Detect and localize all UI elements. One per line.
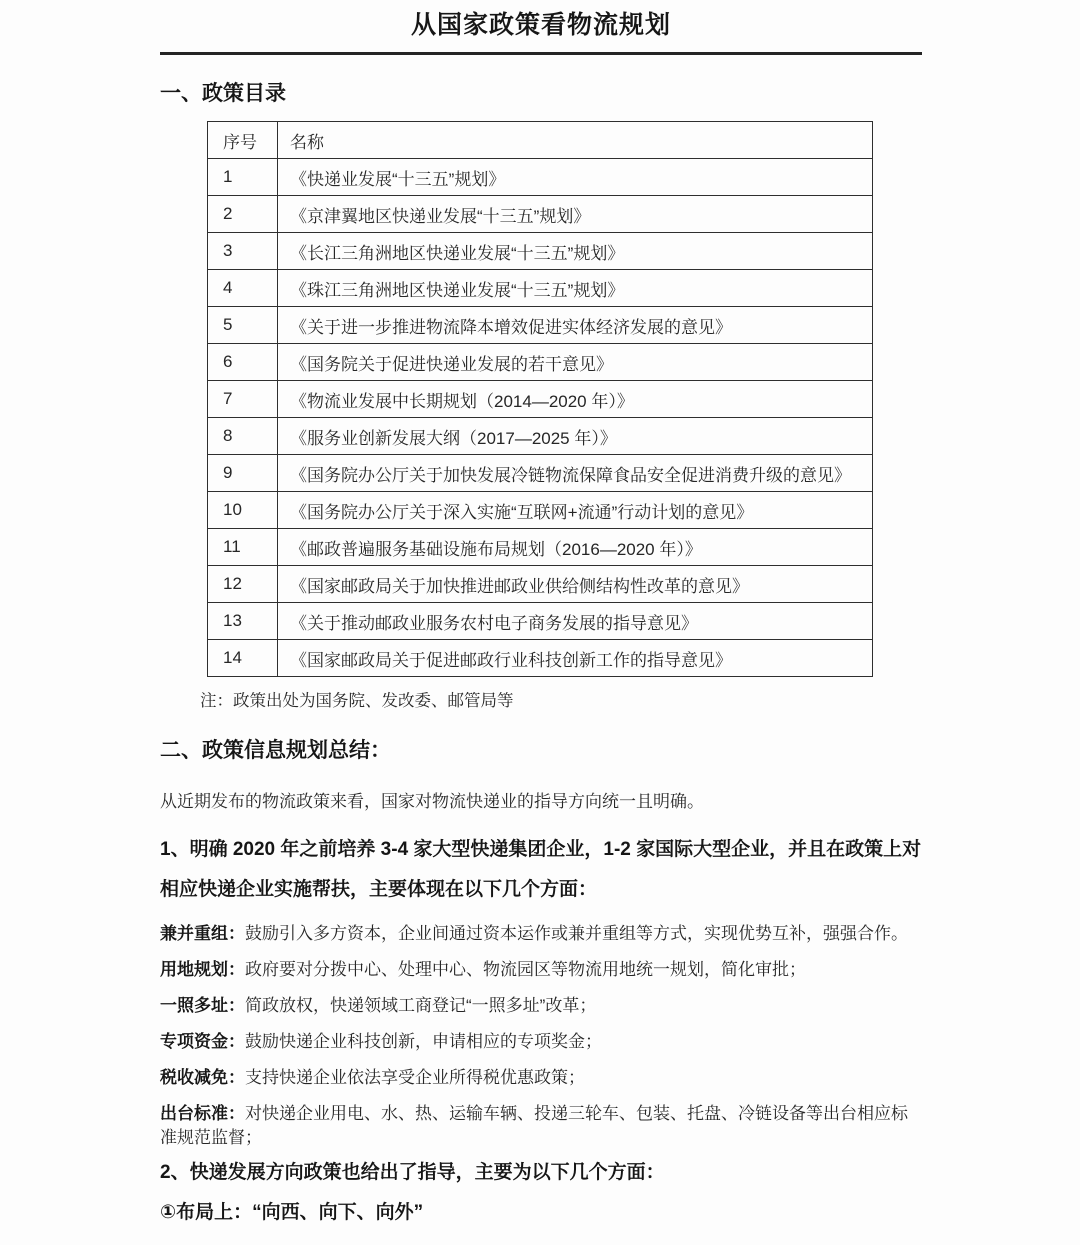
support-term: 一照多址：: [160, 996, 245, 1015]
policy-name: 《快递业发展“十三五”规划》: [278, 159, 873, 196]
table-row: [208, 270, 873, 307]
row-number: 5: [208, 307, 278, 344]
policy-name: 《国务院关于促进快递业发展的若干意见》: [278, 344, 873, 381]
row-number: 13: [208, 603, 278, 640]
support-desc: 政府要对分拨中心、处理中心、物流园区等物流用地统一规划，简化审批；: [245, 960, 806, 979]
policy-name: 《国务院办公厅关于深入实施“互联网+流通”行动计划的意见》: [278, 492, 873, 529]
support-desc: 鼓励引入多方资本，企业间通过资本运作或兼并重组等方式，实现优势互补，强强合作。: [245, 924, 908, 943]
support-desc: 简政放权，快递领域工商登记“一照多址”改革；: [245, 996, 597, 1015]
table-row: [208, 603, 873, 640]
support-desc: 鼓励快递企业科技创新，申请相应的专项奖金；: [245, 1032, 602, 1051]
policy-name: 《国务院办公厅关于加快发展冷链物流保障食品安全促进消费升级的意见》: [278, 455, 873, 492]
support-term: 兼并重组：: [160, 924, 245, 943]
table-row: [208, 307, 873, 344]
page-title: 从国家政策看物流规划: [410, 11, 671, 39]
row-number: 2: [208, 196, 278, 233]
row-number: 6: [208, 344, 278, 381]
table-header-row: [208, 122, 873, 159]
point1-heading: 1、明确 2020 年之前培养 3-4 家大型快递集团企业，1-2 家国际大型企业，并且在政策上对相应快递企业实施帮扶，主要体现在以下几个方面：: [160, 839, 922, 900]
table-row: [208, 640, 873, 677]
table-row: [208, 529, 873, 566]
row-number: 8: [208, 418, 278, 455]
row-number: 1: [208, 159, 278, 196]
row-number: 11: [208, 529, 278, 566]
table-row: [208, 196, 873, 233]
policy-name: 《服务业创新发展大纲（2017—2025 年）》: [278, 418, 873, 455]
policy-support-list: [160, 922, 922, 1150]
table-row: [208, 344, 873, 381]
support-term: 出台标准：: [160, 1104, 245, 1123]
row-number: 7: [208, 381, 278, 418]
table-row: [208, 566, 873, 603]
point2-sub1: ①布局上：“向西、向下、向外”: [160, 1202, 424, 1223]
policy-name: 《关于推动邮政业服务农村电子商务发展的指导意见》: [278, 603, 873, 640]
table-note: 注：政策出处为国务院、发改委、邮管局等: [200, 692, 514, 710]
policy-name: 《国家邮政局关于促进邮政行业科技创新工作的指导意见》: [278, 640, 873, 677]
table-row: [208, 233, 873, 270]
support-item: [160, 1102, 922, 1150]
policy-name: 《长江三角洲地区快递业发展“十三五”规划》: [278, 233, 873, 270]
row-number: 4: [208, 270, 278, 307]
table-row: [208, 381, 873, 418]
row-number: 3: [208, 233, 278, 270]
support-item: [160, 922, 922, 946]
table-row: [208, 455, 873, 492]
support-item: [160, 1030, 922, 1054]
table-row: [208, 492, 873, 529]
policy-table: [207, 121, 873, 677]
row-number: 14: [208, 640, 278, 677]
policy-name: 《关于进一步推进物流降本增效促进实体经济发展的意见》: [278, 307, 873, 344]
row-number: 12: [208, 566, 278, 603]
policy-name: 《邮政普遍服务基础设施布局规划（2016—2020 年）》: [278, 529, 873, 566]
table-row: [208, 159, 873, 196]
title-divider: [160, 52, 922, 55]
column-header-no: 序号: [208, 122, 278, 159]
policy-name: 《京津翼地区快递业发展“十三五”规划》: [278, 196, 873, 233]
support-term: 专项资金：: [160, 1032, 245, 1051]
intro-paragraph: 从近期发布的物流政策来看，国家对物流快递业的指导方向统一且明确。: [160, 792, 704, 811]
support-item: [160, 994, 922, 1018]
support-item: [160, 958, 922, 982]
section2-heading: 二、政策信息规划总结：: [160, 739, 391, 762]
support-desc: 支持快递企业依法享受企业所得税优惠政策；: [245, 1068, 585, 1087]
policy-name: 《物流业发展中长期规划（2014—2020 年）》: [278, 381, 873, 418]
row-number: 10: [208, 492, 278, 529]
column-header-name: 名称: [278, 122, 873, 159]
support-item: [160, 1066, 922, 1090]
section1-heading: 一、政策目录: [160, 82, 286, 105]
policy-name: 《国家邮政局关于加快推进邮政业供给侧结构性改革的意见》: [278, 566, 873, 603]
table-row: [208, 418, 873, 455]
point2-heading: 2、快递发展方向政策也给出了指导，主要为以下几个方面：: [160, 1162, 665, 1183]
policy-name: 《珠江三角洲地区快递业发展“十三五”规划》: [278, 270, 873, 307]
row-number: 9: [208, 455, 278, 492]
support-term: 税收减免：: [160, 1068, 245, 1087]
support-term: 用地规划：: [160, 960, 245, 979]
support-desc: 对快递企业用电、水、热、运输车辆、投递三轮车、包装、托盘、冷链设备等出台相应标准规范监督；: [160, 1104, 908, 1147]
